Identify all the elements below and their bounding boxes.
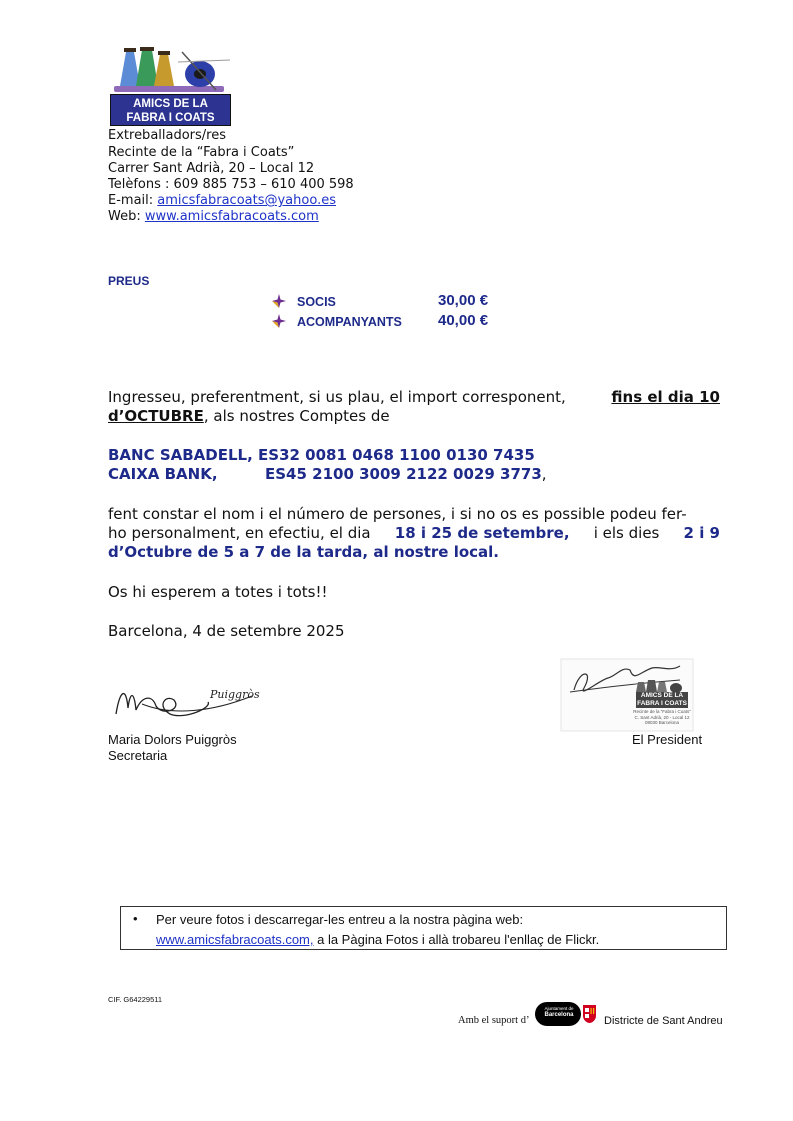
bank-sabadell: BANC SABADELL, ES32 0081 0468 1100 0130 7435 (108, 446, 535, 464)
price-row-acompanyants (272, 312, 522, 332)
ajuntament-line-1: Ajuntament de (544, 1006, 574, 1011)
stamp-address (632, 709, 692, 726)
details-line-3: d’Octubre de 5 a 7 de la tarda, al nostre local. (108, 543, 500, 561)
contact-line-2: Recinte de la “Fabra i Coats” (108, 145, 295, 160)
bank-caixa-iban: ES45 2100 3009 2122 0029 3773 (265, 465, 542, 483)
payment-deadline-b: d’OCTUBRE (108, 407, 204, 425)
secretary-signature (112, 676, 262, 726)
svg-text:Puiggròs: Puiggròs (210, 688, 260, 701)
price-value: 40,00 € (438, 312, 489, 329)
ajuntament-logo (535, 1002, 597, 1026)
footer-web-link[interactable]: www.amicsfabracoats.com, (156, 932, 314, 947)
bank-caixa-end: , (541, 465, 547, 483)
footer-line-2 (156, 930, 599, 949)
secretary-role: Secretaria (108, 748, 168, 763)
stamp-line-5: 08030 Barcelona (644, 720, 680, 725)
contact-email-row (108, 193, 336, 209)
price-value: 30,00 € (438, 292, 489, 309)
price-label: ACOMPANYANTS (297, 315, 402, 329)
stamp-badge (636, 692, 688, 708)
footer-line-2-rest: a la Pàgina Fotos i allà trobareu l'enllaç de Flickr. (313, 932, 600, 947)
stamp-line-1: AMICS DE LA (640, 692, 684, 699)
bank-caixa-name: CAIXA BANK, (108, 465, 218, 483)
ajuntament-line-2: Barcelona (544, 1012, 574, 1018)
details-dates-oct: 2 i 9 (683, 524, 720, 542)
web-link[interactable]: www.amicsfabracoats.com (144, 209, 319, 224)
contact-phones: Telèfons : 609 885 753 – 610 400 598 (108, 177, 354, 192)
bank-caixa-row (108, 465, 547, 484)
payment-deadline-a: fins el dia 10 (611, 388, 720, 406)
details-dates-sept: 18 i 25 de setembre, (394, 524, 570, 542)
star-bullet-icon (272, 314, 286, 328)
contact-web-row (108, 209, 319, 225)
support-text: Amb el suport d’ (458, 1015, 530, 1026)
ajuntament-text (539, 1006, 579, 1018)
district-text: Districte de Sant Andreu (604, 1015, 723, 1027)
contact-line-1: Extreballadors/res (108, 128, 227, 143)
details-line-2 (108, 524, 720, 543)
barcelona-shield-icon (582, 1004, 597, 1024)
price-row-socis (272, 292, 522, 312)
president-role: El President (632, 732, 703, 747)
email-label: E-mail: (108, 193, 158, 208)
contact-line-3: Carrer Sant Adrià, 20 – Local 12 (108, 161, 315, 176)
stamp-line-2: FABRA I COATS (637, 700, 687, 707)
star-bullet-icon (272, 294, 286, 308)
payment-paragraph (108, 388, 720, 426)
details-text-a: ho personalment, en efectiu, el dia (108, 524, 371, 542)
cif-number: CIF. G64229511 (108, 995, 163, 1004)
closing-text: Os hi esperem a totes i tots!! (108, 583, 328, 601)
logo-line2: FABRA I COATS (126, 112, 215, 124)
secretary-name: Maria Dolors Puiggròs (108, 732, 237, 747)
stamp-line-3: Recinte de la “Fabra i Coats” (633, 709, 691, 714)
price-label: SOCIS (297, 295, 336, 309)
president-signature-stamp (560, 658, 694, 732)
payment-line-2 (108, 407, 720, 426)
details-line-1: fent constar el nom i el número de persones, i si no os es possible podeu fer- (108, 505, 687, 523)
stamp-line-4: C. Sant Adrià, 20 - Local 12 (634, 714, 690, 720)
bank-accounts (108, 446, 547, 484)
payment-text-c: , als nostres Comptes de (203, 407, 390, 425)
place-date: Barcelona, 4 de setembre 2025 (108, 622, 345, 640)
details-text-c: i els dies (593, 524, 660, 542)
footer-line-1: Per veure fotos i descarregar-les entreu a la nostra pàgina web: (156, 912, 524, 927)
web-label: Web: (108, 209, 145, 224)
footer-note-box (120, 906, 727, 950)
details-paragraph (108, 505, 720, 562)
payment-line-1 (108, 388, 720, 407)
footer-bullet: • (133, 911, 138, 926)
prices-title: PREUS (108, 274, 150, 288)
email-link[interactable]: amicsfabracoats@yahoo.es (157, 193, 336, 208)
spools-logo-icon (112, 46, 232, 96)
logo-badge (110, 94, 231, 126)
payment-text-a: Ingresseu, preferentment, si us plau, el import corresponent, (108, 388, 566, 406)
logo-line1: AMICS DE LA (133, 98, 208, 110)
